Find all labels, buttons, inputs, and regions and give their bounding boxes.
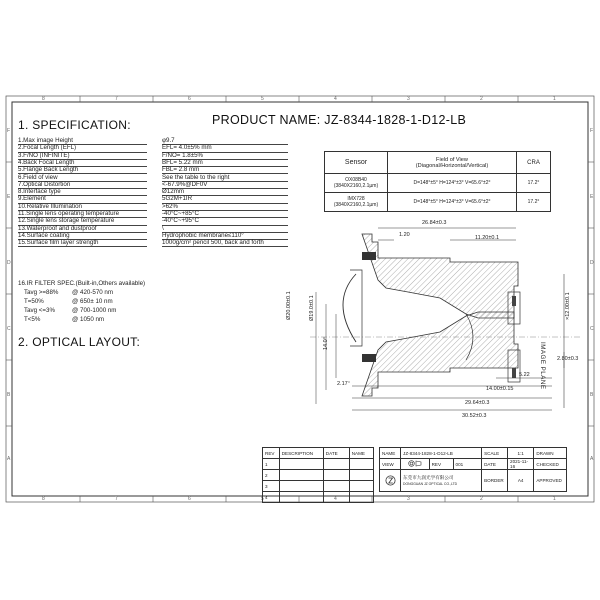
approved-label: APPROVED bbox=[534, 470, 567, 492]
ir-filter-heading: 16.IR FILTER SPEC.(Built-in,Others available) bbox=[18, 280, 146, 287]
dimension-label: 30.52±0.3 bbox=[462, 413, 487, 419]
spec-label: 8.Interface type bbox=[18, 189, 147, 196]
company-name-cn: 东莞市九润光学有限公司 bbox=[403, 474, 454, 480]
optical-layout-heading: 2. OPTICAL LAYOUT: bbox=[18, 335, 141, 349]
zone-number: 7 bbox=[115, 96, 118, 102]
rev-header: DESCRIPTION bbox=[279, 448, 323, 459]
spec-value: See the table to the right bbox=[162, 175, 288, 182]
table-row bbox=[325, 174, 551, 193]
spec-value: φ9.7 bbox=[162, 138, 288, 145]
table-row bbox=[263, 481, 374, 492]
spec-label: 2.Focal Length (EFL) bbox=[18, 145, 147, 152]
rev-header: REV bbox=[263, 448, 280, 459]
ir-key: Tavg >=88% bbox=[24, 289, 59, 296]
zone-label: A bbox=[7, 456, 11, 462]
zone-number: 5 bbox=[261, 96, 264, 102]
zone-label: F bbox=[590, 128, 594, 134]
zone-label: B bbox=[590, 392, 594, 398]
fov-cell: D=148°±5° H=124°±3° V=65.6°±2° bbox=[388, 193, 517, 212]
sensor-cell: IMX728 (3840X2160,2.1µm) bbox=[325, 193, 388, 212]
spec-value: FBL= 2.8 mm bbox=[162, 167, 288, 174]
spec-label: 3.F/NO (INFINITE) bbox=[18, 153, 147, 160]
zone-number: 8 bbox=[42, 496, 45, 502]
zone-number: 6 bbox=[188, 496, 191, 502]
zone-number: 8 bbox=[42, 96, 45, 102]
rev-number: 2 bbox=[263, 470, 280, 481]
spec-label: 4.Back Focal Length bbox=[18, 160, 147, 167]
view-projection-icon bbox=[401, 459, 430, 470]
zone-number: 3 bbox=[407, 96, 410, 102]
ir-key: T=50% bbox=[24, 298, 44, 305]
rev-number: 1 bbox=[263, 459, 280, 470]
spec-label: 12.Single lens storage temperature bbox=[18, 218, 147, 225]
zone-number: 4 bbox=[334, 96, 337, 102]
rev-number: 4 bbox=[263, 492, 280, 503]
table-row bbox=[263, 459, 374, 470]
zone-label: F bbox=[7, 128, 11, 134]
dimension-label: 2.80±0.3 bbox=[557, 356, 579, 362]
zone-label: E bbox=[590, 194, 594, 200]
spec-value: >62% bbox=[162, 204, 288, 211]
revision-table bbox=[262, 447, 374, 503]
cra-cell: 17.2° bbox=[517, 193, 551, 212]
company-logo bbox=[380, 470, 401, 492]
zone-label: D bbox=[590, 260, 594, 266]
scale-label: SCALE bbox=[482, 448, 508, 459]
ir-value: @ 700-1000 nm bbox=[72, 307, 117, 314]
company-name-en: DONGGUAN JZ OPTICAL CO.,LTD bbox=[403, 481, 458, 486]
ir-value: @ 1050 nm bbox=[72, 316, 105, 323]
table-row bbox=[263, 492, 374, 503]
dimension-label: ×12.00±0.1 bbox=[565, 292, 571, 320]
sensor-cell: OX08B40 (3840X2160,2.1µm) bbox=[325, 174, 388, 193]
product-title: PRODUCT NAME: JZ-8344-1828-1-D12-LB bbox=[212, 113, 467, 127]
zone-number: 4 bbox=[334, 496, 337, 502]
zone-number: 2 bbox=[480, 96, 483, 102]
cra-cell: 17.2° bbox=[517, 174, 551, 193]
table-row bbox=[325, 193, 551, 212]
spec-label: 11.Single lens operating temperature bbox=[18, 211, 147, 218]
spec-value: Ø12mm bbox=[162, 189, 288, 196]
spec-label: 10.Relative Illumination bbox=[18, 204, 147, 211]
part-name-value: JZ-8344-1828-1-D12-LB bbox=[401, 448, 482, 459]
ir-key: Tavg <=3% bbox=[24, 307, 55, 314]
spec-label: 15.Surface film layer strength bbox=[18, 240, 147, 247]
drawn-label: DRAWN bbox=[534, 448, 567, 459]
zone-label: D bbox=[7, 260, 11, 266]
dimension-label: 29.64±0.3 bbox=[465, 400, 490, 406]
zone-label: C bbox=[7, 326, 11, 332]
table-header: Sensor bbox=[325, 152, 388, 174]
ir-key: T<5% bbox=[24, 316, 41, 323]
spec-value: Hydrophobic membrane≤110° bbox=[162, 233, 288, 240]
dimension-label: Ø19.0±0.1 bbox=[309, 295, 315, 321]
spec-value: BFL= 5.22 mm bbox=[162, 160, 288, 167]
border-label: BORDER bbox=[482, 470, 508, 492]
dimension-label: 11.20±0.1 bbox=[475, 235, 500, 241]
spec-value: -40°C~+85°C bbox=[162, 211, 288, 218]
spec-value: <-67.9%@DF0V bbox=[162, 182, 288, 189]
zone-label: B bbox=[7, 392, 11, 398]
zone-number: 1 bbox=[553, 96, 556, 102]
ir-value: @ 420-570 nm bbox=[72, 289, 114, 296]
zone-label: C bbox=[590, 326, 594, 332]
checked-label: CHECKED bbox=[534, 459, 567, 470]
date-value: 2021-11-16 bbox=[508, 459, 534, 470]
spec-label: 14.Surface coating bbox=[18, 233, 147, 240]
zone-number: 1 bbox=[553, 496, 556, 502]
spec-label: 5.Flange Back Length bbox=[18, 167, 147, 174]
spec-label: 1.Max image Height bbox=[18, 138, 147, 145]
rev-value: 001 bbox=[453, 459, 482, 470]
sensor-fov-table bbox=[324, 151, 551, 212]
rev-header: NAME bbox=[349, 448, 373, 459]
zone-number: 3 bbox=[407, 496, 410, 502]
dimension-label: 26.84±0.3 bbox=[422, 220, 447, 226]
view-label: VIEW bbox=[380, 459, 401, 470]
border-value: A4 bbox=[508, 470, 534, 492]
date-label: DATE bbox=[482, 459, 508, 470]
dimension-label: 14.00±0.15 bbox=[486, 386, 514, 392]
ir-value: @ 650± 10 nm bbox=[72, 298, 113, 305]
dimension-label: 14.0° bbox=[323, 337, 329, 350]
zone-number: 2 bbox=[480, 496, 483, 502]
table-header: Field of View (Diagonal/Horizontal/Vertical) bbox=[388, 152, 517, 174]
title-block bbox=[379, 447, 567, 492]
spec-label: 6.Field of view bbox=[18, 175, 147, 182]
spec-value: F/NO= 1.8±5% bbox=[162, 153, 288, 160]
rev-header: DATE bbox=[323, 448, 349, 459]
zone-number: 5 bbox=[261, 496, 264, 502]
ir-filter-list bbox=[24, 289, 144, 329]
spec-value: -40°C~+95°C bbox=[162, 218, 288, 225]
spec-label: 13.Waterproof and dustproof bbox=[18, 226, 147, 233]
rev-number: 3 bbox=[263, 481, 280, 492]
dimension-label: Ø20.00±0.1 bbox=[286, 291, 292, 320]
specification-heading: 1. SPECIFICATION: bbox=[18, 118, 131, 132]
dimension-label: 5.22 bbox=[519, 372, 530, 378]
zone-number: 7 bbox=[115, 496, 118, 502]
spec-value: 1000g/cm² pencil 500, back and forth bbox=[162, 240, 288, 247]
table-row bbox=[263, 470, 374, 481]
fov-cell: D=148°±5° H=124°±3° V=65.6°±2° bbox=[388, 174, 517, 193]
image-plane-label: IMAGE PLANE bbox=[539, 342, 546, 390]
spec-list bbox=[18, 138, 298, 278]
dimension-label: 1.20 bbox=[399, 232, 410, 238]
spec-value: \ bbox=[162, 226, 288, 233]
spec-label: 9.Element bbox=[18, 196, 147, 203]
spec-label: 7.Optical Distortion bbox=[18, 182, 147, 189]
zone-label: A bbox=[590, 456, 594, 462]
zone-number: 6 bbox=[188, 96, 191, 102]
zone-label: E bbox=[7, 194, 11, 200]
table-header: CRA bbox=[517, 152, 551, 174]
spec-value: 5G2M+1IR bbox=[162, 196, 288, 203]
dimension-label: 2.17 bbox=[337, 381, 348, 387]
name-label: NAME bbox=[380, 448, 401, 459]
rev-label: REV bbox=[429, 459, 453, 470]
scale-value: 1:1 bbox=[508, 448, 534, 459]
spec-value: EFL= 4.0±5% mm bbox=[162, 145, 288, 152]
